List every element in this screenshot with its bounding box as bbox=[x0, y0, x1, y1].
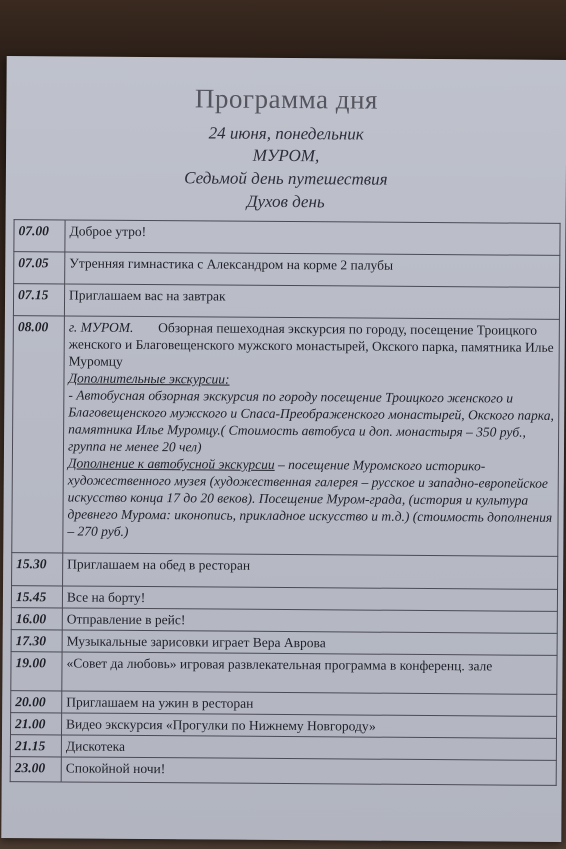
time-cell: 08.00 bbox=[12, 316, 65, 553]
time-cell: 21.00 bbox=[10, 713, 61, 735]
time-cell: 21.15 bbox=[10, 735, 61, 757]
event-cell: Приглашаем вас на завтрак bbox=[64, 284, 559, 319]
addon-heading: Дополнение к автобусной экскурсии bbox=[67, 455, 275, 472]
schedule-row bbox=[13, 284, 559, 320]
program-sheet bbox=[1, 56, 566, 842]
event-cell: Музыкальные зарисовки играет Вера Аврова bbox=[62, 630, 557, 655]
schedule-row bbox=[11, 652, 557, 695]
event-cell: Спокойной ночи! bbox=[61, 757, 556, 785]
time-cell: 19.00 bbox=[11, 652, 62, 691]
event-cell: Приглашаем на ужин в ресторан bbox=[62, 691, 557, 716]
event-cell: «Совет да любовь» игровая развлекательная программа в конференц. зале bbox=[62, 652, 557, 694]
time-cell: 23.00 bbox=[10, 757, 61, 782]
time-cell: 16.00 bbox=[11, 608, 62, 630]
city-line: МУРОМ, bbox=[252, 145, 320, 166]
event-cell: Дискотека bbox=[61, 735, 556, 760]
event-cell: Видео экскурсия «Прогулки по Нижнему Новгороду» bbox=[61, 713, 556, 738]
schedule-row bbox=[12, 553, 558, 590]
excursion-description: Обзорная пешеходная экскурсия по городу, посещение Троицкого женского и Благовещенского мужского монастырей, Окского парка, памятника Илье Муромцу bbox=[68, 320, 554, 369]
time-cell: 15.30 bbox=[12, 553, 63, 586]
schedule-row bbox=[10, 757, 556, 786]
event-cell: Доброе утро! bbox=[65, 220, 560, 255]
schedule-row bbox=[14, 252, 560, 288]
time-cell: 07.15 bbox=[13, 284, 64, 316]
journey-day-line: Седьмой день путешествия bbox=[184, 168, 388, 189]
city-label: г. МУРОМ. bbox=[68, 319, 134, 335]
schedule-row bbox=[12, 316, 560, 557]
holiday-line: Духов день bbox=[246, 191, 325, 212]
time-cell: 17.30 bbox=[11, 630, 62, 652]
page-title: Программа дня bbox=[194, 83, 378, 115]
event-cell: Приглашаем на обед в ресторан bbox=[63, 553, 558, 589]
event-cell: Все на борту! bbox=[62, 586, 557, 611]
time-cell: 15.45 bbox=[11, 586, 62, 608]
time-cell: 20.00 bbox=[11, 691, 62, 713]
time-cell: 07.00 bbox=[14, 220, 65, 252]
event-cell: Отправление в рейс! bbox=[62, 608, 557, 633]
date-line: 24 июня, понедельник bbox=[208, 123, 364, 144]
schedule-row bbox=[14, 220, 560, 256]
addon-text: – посещение Муромского историко-художественного музея (художественная галерея – русское и западно-европейское искусство конца 17 до 20 веков). Посещение Муром-града, (история и культура древнего Мурома: иконопись, прикладное искусство и т.д.) (стоимость дополнения – 270 руб.) bbox=[67, 456, 553, 539]
schedule-table bbox=[10, 219, 561, 786]
extra-excursions-text: - Автобусная обзорная экскурсия по городу посещение Троицкого женского и Благовещенского мужского и Спаса-Преображенского монастырей, Окского парка, памятника Илье Муромцу.( Стоимость автобуса и доп. монастыря – 350 руб., группа не менее 20 чел) bbox=[67, 387, 554, 455]
time-cell: 07.05 bbox=[14, 252, 65, 284]
extra-excursions-heading: Дополнительные экскурсии: bbox=[68, 370, 230, 387]
event-cell: Утренняя гимнастика с Александром на корме 2 палубы bbox=[65, 252, 560, 287]
event-cell bbox=[63, 316, 560, 556]
